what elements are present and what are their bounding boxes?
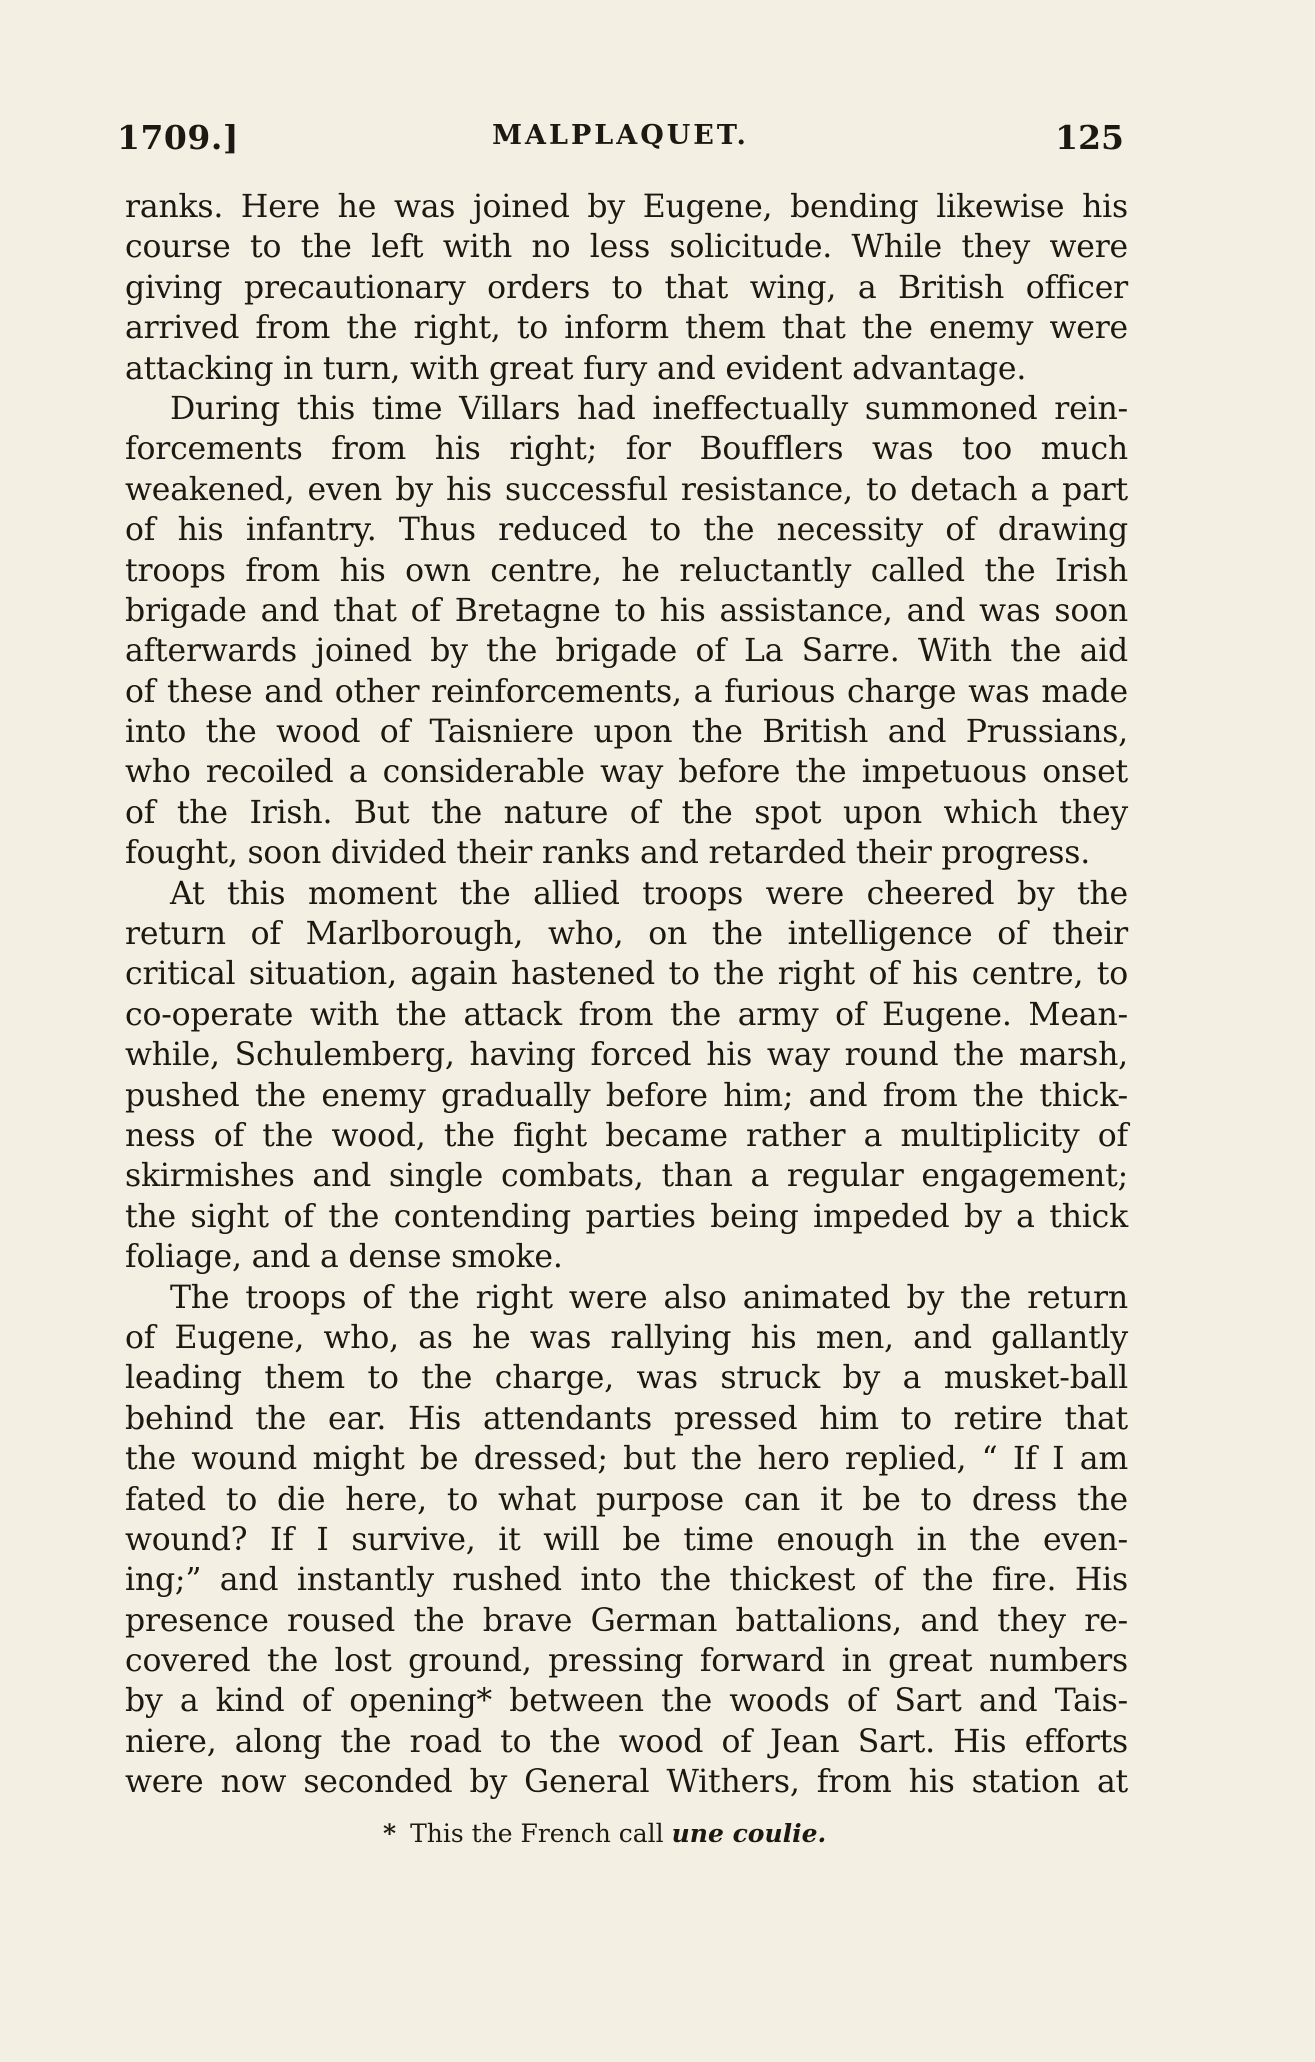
text-line: fated to die here, to what purpose can it be to dress the — [125, 1481, 1128, 1518]
text-line: attacking in turn, with great fury and evident advantage. — [125, 350, 1027, 387]
body-text — [125, 187, 1128, 1803]
text-line: weakened, even by his successful resistance, to detach a part — [125, 471, 1128, 508]
text-line: the sight of the contending parties being impeded by a thick — [125, 1198, 1128, 1235]
text-line: afterwards joined by the brigade of La Sarre. With the aid — [125, 633, 1128, 670]
text-line: troops from his own centre, he reluctantly called the Irish — [125, 552, 1128, 589]
text-line: wound? If I survive, it will be time enough in the even- — [125, 1521, 1128, 1558]
text-line: course to the left with no less solicitude. While they were — [125, 229, 1128, 266]
text-line: giving precautionary orders to that wing, a British officer — [125, 269, 1128, 306]
text-line: covered the lost ground, pressing forward in great numbers — [125, 1643, 1128, 1680]
text-line: brigade and that of Bretagne to his assistance, and was soon — [125, 592, 1128, 629]
footnote-mark: * — [383, 1819, 397, 1848]
text-line: ness of the wood, the fight became rather a multiplicity of — [125, 1117, 1128, 1154]
header-year: 1709.] — [117, 118, 239, 157]
text-line: At this moment the allied troops were cheered by the — [170, 875, 1128, 912]
text-line: of Eugene, who, as he was rallying his men, and gallantly — [125, 1319, 1128, 1356]
text-line: the wound might be dressed; but the hero replied, “ If I am — [125, 1441, 1128, 1478]
text-line: of these and other reinforcements, a furious charge was made — [125, 673, 1128, 710]
footnote-text: This the French call — [410, 1819, 672, 1848]
text-line: forcements from his right; for Boufflers was too much — [125, 431, 1128, 468]
text-line: while, Schulemberg, having forced his way round the marsh, — [125, 1037, 1128, 1074]
text-line: niere, along the road to the wood of Jean Sart. His efforts — [125, 1723, 1128, 1760]
text-line: behind the ear. His attendants pressed him to retire that — [125, 1400, 1128, 1437]
running-header — [117, 118, 1124, 158]
text-line: co-operate with the attack from the army of Eugene. Mean- — [125, 996, 1128, 1033]
text-line: of his infantry. Thus reduced to the necessity of drawing — [125, 512, 1128, 549]
text-line: leading them to the charge, was struck by a musket-ball — [125, 1360, 1128, 1397]
text-line: who recoiled a considerable way before the impetuous onset — [125, 754, 1128, 791]
text-line: return of Marlborough, who, on the intelligence of their — [125, 916, 1128, 953]
text-line: ranks. Here he was joined by Eugene, bending likewise his — [125, 189, 1128, 225]
text-line: presence roused the brave German battalions, and they re- — [125, 1602, 1128, 1639]
text-line: were now seconded by General Withers, from his station at — [125, 1764, 1128, 1801]
text-line: pushed the enemy gradually before him; and from the thick- — [125, 1077, 1128, 1114]
text-line: ing;” and instantly rushed into the thickest of the fire. His — [125, 1562, 1128, 1599]
text-line: into the wood of Taisniere upon the British and Prussians, — [125, 714, 1128, 751]
text-line: The troops of the right were also animated by the return — [170, 1279, 1128, 1316]
text-line: foliage, and a dense smoke. — [125, 1239, 563, 1276]
text-line: critical situation, again hastened to the right of his centre, to — [125, 956, 1128, 993]
text-line: by a kind of opening* between the woods of Sart and Tais- — [125, 1683, 1128, 1720]
text-line: arrived from the right, to inform them that the enemy were — [125, 310, 1128, 347]
footnote — [383, 1819, 826, 1848]
footnote-french-term: une coulie. — [671, 1819, 827, 1848]
text-line: fought, soon divided their ranks and retarded their progress. — [125, 835, 1091, 872]
text-line: of the Irish. But the nature of the spot upon which they — [125, 794, 1128, 831]
text-line: During this time Villars had ineffectually summoned rein- — [170, 390, 1128, 427]
text-line: skirmishes and single combats, than a regular engagement; — [125, 1158, 1128, 1195]
header-title: MALPLAQUET. — [492, 120, 749, 151]
page-number: 125 — [1055, 118, 1124, 157]
